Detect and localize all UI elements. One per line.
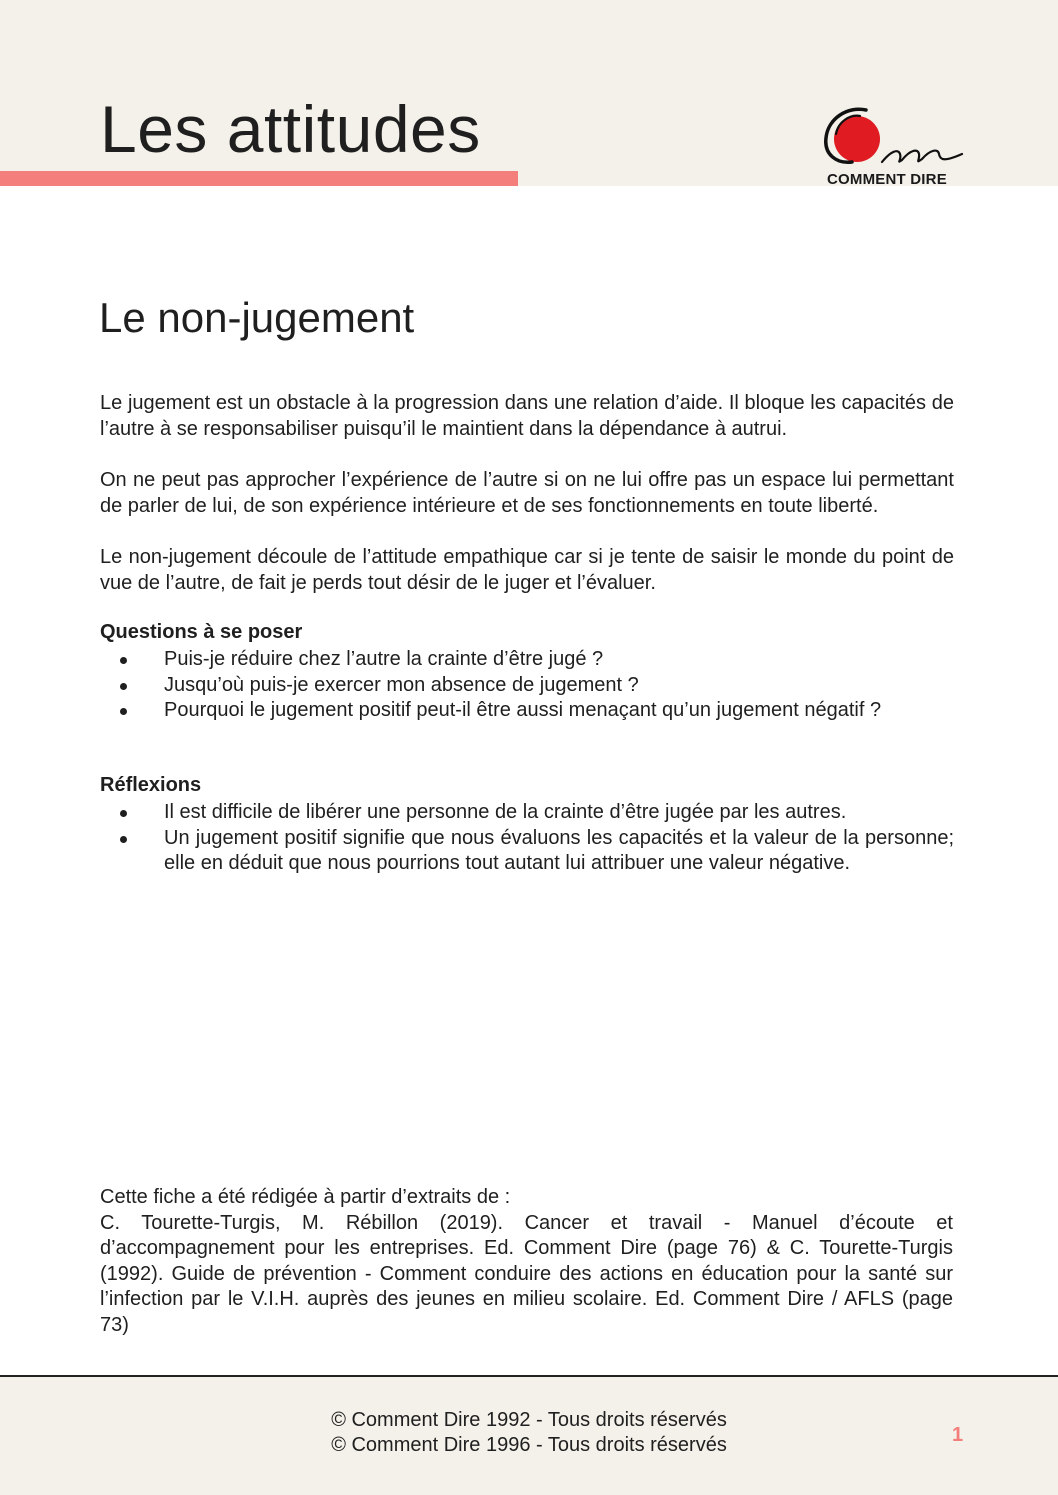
reflexions-heading: Réflexions [100,774,202,796]
copyright-line: © Comment Dire 1992 - Tous droits réservés [331,1409,727,1431]
list-item [100,800,954,826]
comment-dire-logo [820,104,970,188]
questions-list [100,647,954,724]
bullet-icon [120,836,127,843]
list-item [100,673,954,699]
paragraph: On ne peut pas approcher l’expérience de l’autre si on ne lui offre pas un espace lui permettant de parler de lui, de son expérience intérieure et de ses fonctionnements en toute liberté. [100,469,954,517]
source-block [100,1185,953,1339]
bullet-icon [120,810,127,817]
list-item [100,698,954,724]
bullet-icon [120,657,127,664]
questions-heading: Questions à se poser [100,621,303,643]
paragraph: Le non-jugement découle de l’attitude empathique car si je tente de saisir le monde du point de vue de l’autre, de fait je perds tout désir de le juger et l’évaluer. [100,546,954,594]
list-item [100,826,954,877]
logo-text: COMMENT DIRE [827,171,947,188]
source-reference: C. Tourette-Turgis, M. Rébillon (2019). Cancer et travail - Manuel d’écoute et d’accompagnement pour les entreprises. Ed. Comment Dire (page 76) & C. Tourette-Turgis (1992). Guide de prévention - Comment conduire des actions en éducation pour la santé sur l’infection par le V.I.H. auprès des jeunes en milieu scolaire. Ed. Comment Dire / AFLS (page 73) [100,1211,953,1336]
list-item-text: Puis-je réduire chez l’autre la crainte d’être jugé ? [164,648,604,670]
list-item-text: Un jugement positif signifie que nous évaluons les capacités et la valeur de la personne; elle en déduit que nous pourrions tout autant lui attribuer une valeur négative. [164,826,954,875]
source-intro: Cette fiche a été rédigée à partir d’extraits de : [100,1186,511,1208]
list-item [100,647,954,673]
list-item-text: Pourquoi le jugement positif peut-il être aussi menaçant qu’un jugement négatif ? [164,699,882,722]
list-item-text: Jusqu’où puis-je exercer mon absence de jugement ? [164,673,639,696]
bullet-icon [120,708,127,715]
title-underline [0,171,518,186]
document-title: Les attitudes [100,92,481,166]
copyright-line: © Comment Dire 1996 - Tous droits réservés [331,1434,727,1456]
bullet-icon [120,683,127,690]
logo-mark-icon [820,104,970,174]
section-title: Le non-jugement [99,294,415,341]
reflexions-list [100,800,954,877]
page-number: 1 [952,1424,964,1446]
paragraph: Le jugement est un obstacle à la progression dans une relation d’aide. Il bloque les capacités de l’autre à se responsabiliser puisqu’il le maintient dans la dépendance à autrui. [100,392,954,440]
list-item-text: Il est difficile de libérer une personne de la crainte d’être jugée par les autres. [164,801,847,823]
